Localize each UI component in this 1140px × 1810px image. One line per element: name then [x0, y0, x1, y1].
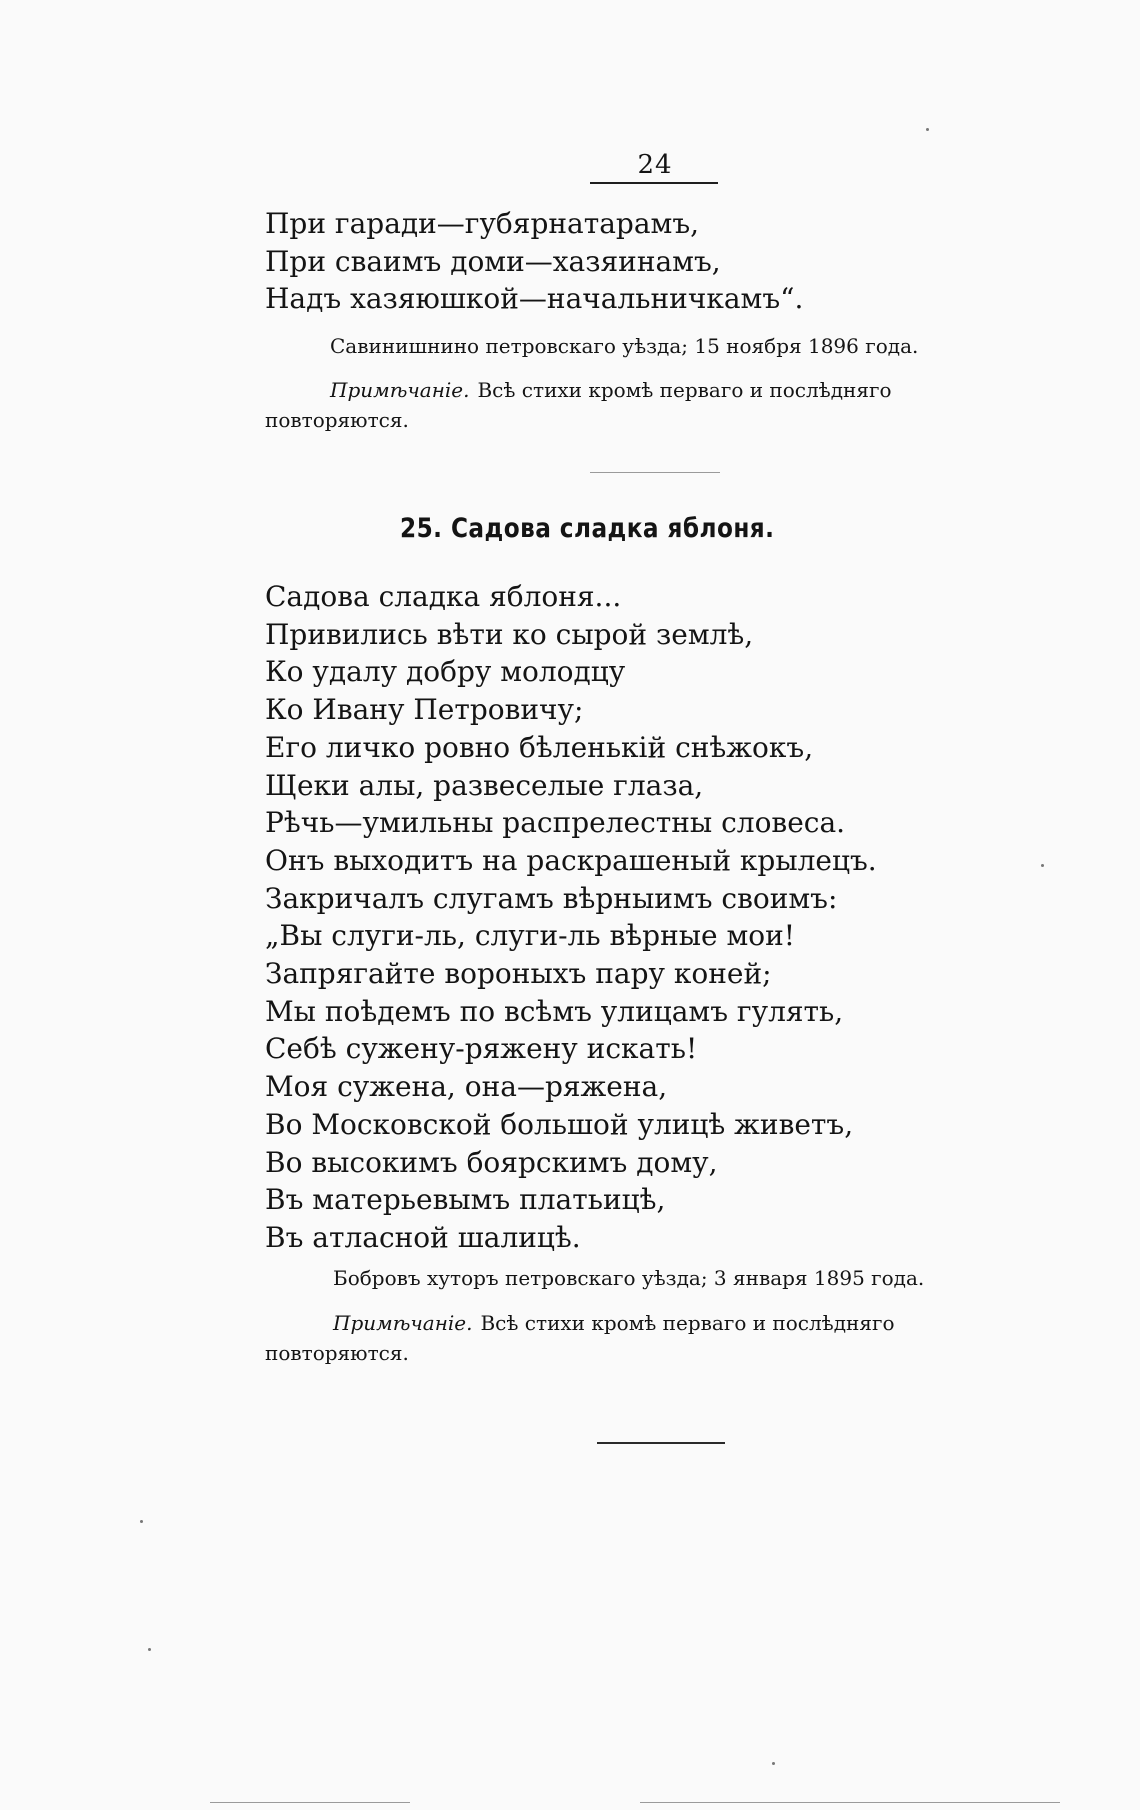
verse-line: При сваимъ доми—хазяинамъ, — [265, 244, 721, 278]
verse-line: Привились вѣти ко сырой землѣ, — [265, 617, 754, 651]
section-divider — [590, 472, 720, 473]
verse-line: Ко удалу добру молодцу — [265, 655, 626, 689]
bottom-edge-rule — [210, 1802, 410, 1803]
verse-line: Во высокимъ боярскимъ дому, — [265, 1145, 718, 1179]
note-label: Примѣчаніе. — [333, 1311, 473, 1335]
page-number: 24 — [637, 150, 673, 180]
song-note — [265, 1308, 1035, 1368]
verse-line: Запрягайте вороныхъ пару коней; — [265, 957, 772, 991]
verse-line: Ко Ивану Петровичу; — [265, 693, 584, 727]
verse-line: Закричалъ слугамъ вѣрныимъ своимъ: — [265, 881, 838, 915]
verse-line: Его личко ровно бѣленькій снѣжокъ, — [265, 730, 814, 764]
continuation-verse — [265, 205, 803, 318]
bottom-edge-rule — [640, 1802, 1060, 1803]
note-text: Всѣ стихи кромѣ перваго и послѣдняго повторяются. — [265, 1311, 895, 1365]
paper-speck — [926, 128, 929, 131]
note-text: Всѣ стихи кромѣ перваго и послѣдняго повторяются. — [265, 378, 892, 432]
verse-line: Моя сужена, она—ряжена, — [265, 1070, 668, 1104]
verse-line: Садова сладка яблоня... — [265, 580, 622, 613]
paper-speck — [148, 1648, 151, 1651]
verse-line: Въ матерьевымъ платьицѣ, — [265, 1183, 666, 1217]
verse-line: Онъ выходитъ на раскрашеный крылецъ. — [265, 843, 877, 877]
continuation-source: Савинишнино петровскаго уѣзда; 15 ноября 1896 года. — [330, 334, 919, 358]
continuation-note — [265, 375, 1035, 435]
verse-line: Надъ хазяюшкой—начальничкамъ“. — [265, 282, 804, 316]
paper-speck — [1041, 864, 1044, 867]
verse-line: „Вы слуги-ль, слуги-ль вѣрные мои! — [265, 919, 796, 953]
verse-line: Щеки алы, развеселые глаза, — [265, 768, 704, 802]
verse-line: Мы поѣдемъ по всѣмъ улицамъ гулять, — [265, 994, 844, 1028]
page-number-rule — [590, 182, 718, 184]
verse-line: При гаради—губярнатарамъ, — [265, 207, 700, 240]
verse-line: Во Московской большой улицѣ живетъ, — [265, 1107, 854, 1141]
verse-line: Въ атласной шалицѣ. — [265, 1220, 581, 1254]
verse-line: Рѣчь—умильны распрелестны словеса. — [265, 806, 846, 840]
song-source: Бобровъ хуторъ петровскаго уѣзда; 3 января 1895 года. — [333, 1266, 925, 1290]
verse-line: Себѣ сужену-ряжену искать! — [265, 1032, 698, 1066]
end-divider — [597, 1442, 725, 1444]
paper-speck — [772, 1762, 775, 1765]
note-label: Примѣчаніе. — [330, 378, 470, 402]
paper-speck — [140, 1520, 143, 1523]
song-title: 25. Садова сладка яблоня. — [400, 513, 775, 544]
song-verse — [265, 578, 877, 1257]
